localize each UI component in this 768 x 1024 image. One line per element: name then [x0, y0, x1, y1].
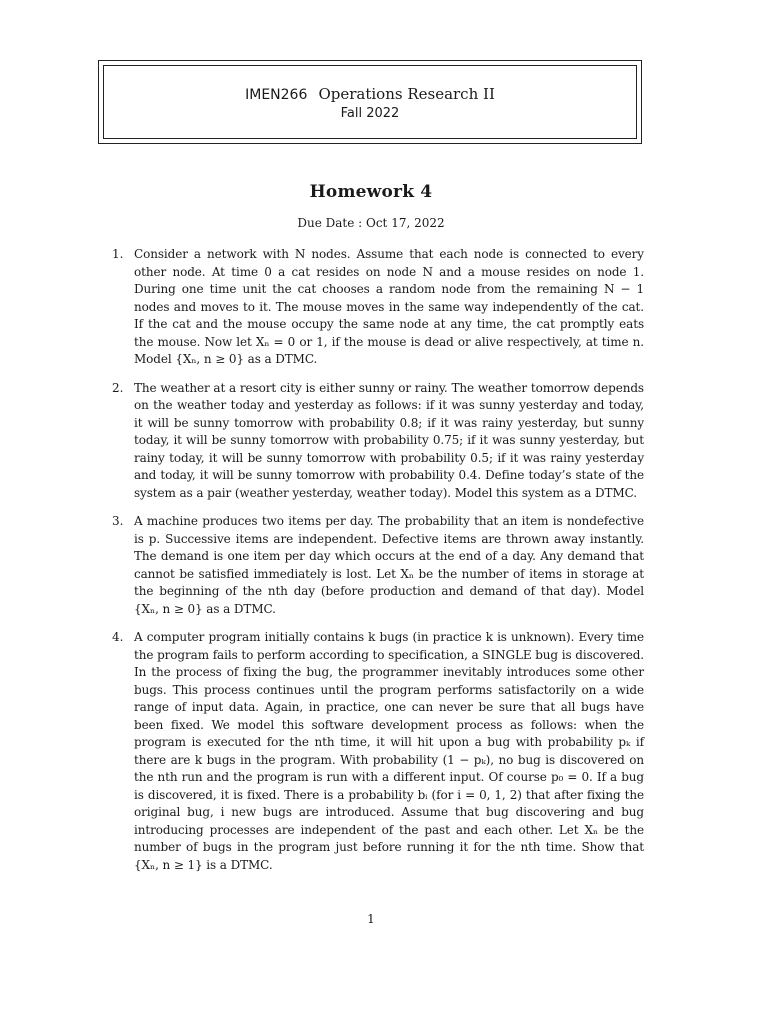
homework-title: Homework 4 [309, 182, 433, 202]
problem-item [112, 246, 644, 369]
problem-item [112, 629, 644, 874]
course-code: IMEN266 [245, 86, 308, 103]
problem-number: 4. [112, 630, 124, 644]
course-term: Fall 2022 [340, 105, 400, 121]
problem-text: A machine produces two items per day. The probability that an item is nondefective is p. Successive items are independent. Defective items are thrown away instantly. The demand is one item per day which occurs at the end of a day. Any demand that cannot be satisfied immediately is lost. Let Xₙ be the number of items in storage at the beginning of the nth day (before production and demand of that day). Model {Xₙ, n ≥ 0} as a DTMC. [134, 514, 644, 616]
course-header-box [98, 60, 642, 144]
due-date: Due Date : Oct 17, 2022 [297, 216, 445, 230]
course-line [245, 84, 495, 105]
problem-list [112, 246, 644, 885]
problem-text: A computer program initially contains k bugs (in practice k is unknown). Every time the program fails to perform according to specification, a SINGLE bug is discovered. In the process of fixing the bug, the programmer inevitably introduces some other bugs. This process continues until the program performs satisfactorily on a wide range of input data. Again, in practice, one can never be sure that all bugs have been fixed. We model this software development process as follows: when the program is executed for the nth time, it will hit upon a bug with probability pₖ if there are k bugs in the program. With probability (1 − pₖ), no bug is discovered on the nth run and the program is run with a different input. Of course p₀ = 0. If a bug is discovered, it is fixed. There is a probability bᵢ (for i = 0, 1, 2) that after fixing the original bug, i new bugs are introduced. Assume that bug discovering and bug introducing processes are independent of the past and each other. Let Xₙ be the number of bugs in the program just before running it for the nth time. Show that {Xₙ, n ≥ 1} is a DTMC. [134, 630, 644, 872]
problem-number: 1. [112, 247, 124, 261]
page-number: 1 [367, 912, 375, 926]
problem-number: 2. [112, 380, 124, 395]
problem-item [112, 380, 644, 503]
problem-item [112, 513, 644, 618]
problem-text: Consider a network with N nodes. Assume that each node is connected to every other node. At time 0 a cat resides on node N and a mouse resides on node 1. During one time unit the cat chooses a random node from the remaining N − 1 nodes and moves to it. The mouse moves in the same way independently of the cat. If the cat and the mouse occupy the same node at any time, the cat promptly eats the mouse. Now let Xₙ = 0 or 1, if the mouse is dead or alive respectively, at time n. Model {Xₙ, n ≥ 0} as a DTMC. [134, 247, 644, 366]
course-header-inner [103, 65, 637, 139]
problem-number: 3. [112, 514, 124, 528]
problem-text: The weather at a resort city is either sunny or rainy. The weather tomorrow depends on the weather today and yesterday as follows: if it was sunny yesterday and today, it will be sunny tomorrow with probability 0.8; if it was rainy yesterday, but sunny today, it will be sunny tomorrow with probability 0.75; if it was sunny yesterday, but rainy today, it will be sunny tomorrow with probability 0.5; if it was rainy yesterday and today, it will be sunny tomorrow with probability 0.4. Define today’s state of the system as a pair (weather yesterday, weather today). Model this system as a DTMC. [134, 380, 644, 500]
course-name: Operations Research II [318, 84, 495, 103]
